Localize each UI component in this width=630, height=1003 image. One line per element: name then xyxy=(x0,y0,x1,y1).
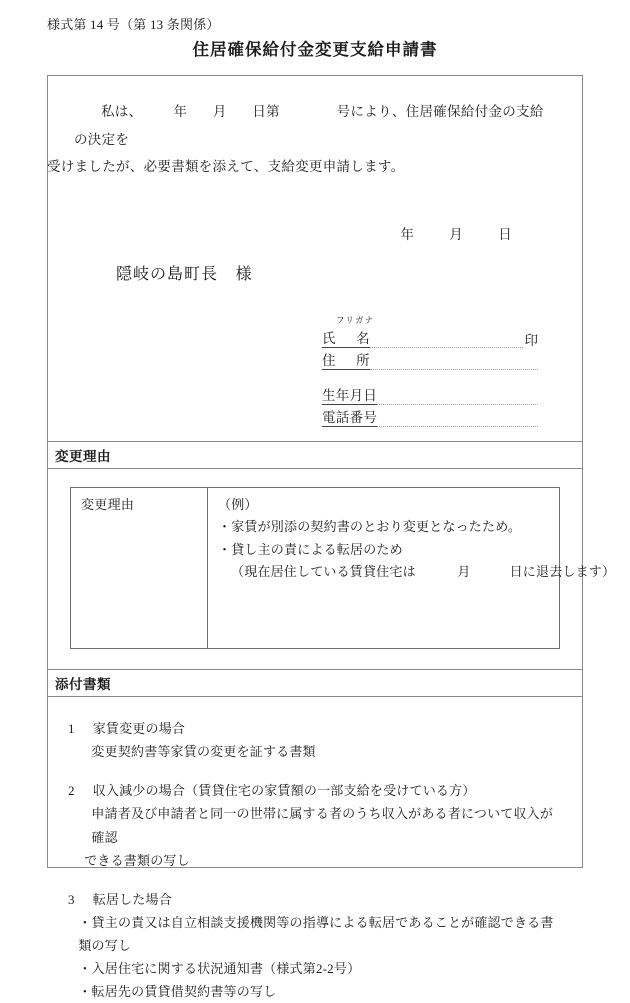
name-label: 氏 名 xyxy=(322,327,370,348)
attachments-section-header: 添付書類 xyxy=(48,669,582,697)
birthdate-field-row xyxy=(322,384,538,405)
list-item xyxy=(66,717,564,763)
form-frame xyxy=(47,75,616,1000)
declaration-block xyxy=(48,76,582,427)
declaration-paragraph xyxy=(47,98,556,181)
name-field-row xyxy=(322,327,538,348)
decision-month-label: 月 xyxy=(212,104,227,119)
reason-example-header: （例） xyxy=(218,497,258,513)
reason-section-header: 変更理由 xyxy=(48,441,582,469)
reason-example-3: （現在居住している賃貸住宅は 月 日に退去します） xyxy=(231,564,616,580)
attachment-heading: 3 転居した場合 xyxy=(68,891,172,907)
phone-input-line[interactable] xyxy=(377,411,538,427)
addressee-name: 隠岐の島町長 xyxy=(116,266,219,284)
birthdate-label: 生年月日 xyxy=(322,384,377,405)
attachment-bullet: ・入居住宅に関する状況通知書（様式第2-2号） xyxy=(78,961,361,977)
field-spacer xyxy=(322,371,538,384)
date-year-label: 年 xyxy=(400,227,415,243)
page-title: 住居確保給付金変更支給申請書 xyxy=(192,40,438,59)
table-row xyxy=(71,488,560,649)
reason-example-1: ・家賃が別添の契約書のとおり変更となったため。 xyxy=(218,519,522,535)
form-number: 様式第 14 号（第 13 条関係） xyxy=(47,17,220,32)
attachments-list xyxy=(48,697,582,1003)
application-date-line xyxy=(74,223,556,243)
furigana-label: フリガナ xyxy=(336,315,375,326)
reason-row-label: 変更理由 xyxy=(71,488,208,649)
attachment-heading: 1 家賃変更の場合 xyxy=(68,721,186,737)
reason-input-cell[interactable] xyxy=(208,488,616,649)
reason-example-2: ・貸し主の責による転居のため xyxy=(218,541,403,557)
applicant-fields xyxy=(74,314,556,427)
address-field-row xyxy=(322,349,538,370)
addressee-honorific: 様 xyxy=(235,266,253,284)
attachment-heading: 2 収入減少の場合（賃貸住宅の家賃額の一部支給を受けている方） xyxy=(68,783,476,799)
reason-table-wrap xyxy=(48,469,616,669)
declaration-line-2: 受けましたが、必要書類を添えて、支給変更申請します。 xyxy=(47,159,405,175)
address-label: 住 所 xyxy=(322,349,370,370)
reason-table xyxy=(70,487,616,649)
attachment-detail: 申請者及び申請者と同一の世帯に属する者のうち収入がある者について収入が確認 xyxy=(91,806,554,845)
date-month-label: 月 xyxy=(449,227,464,243)
seal-mark: 印 xyxy=(524,332,538,348)
phone-label: 電話番号 xyxy=(322,406,377,427)
list-item xyxy=(66,888,564,1003)
addressee-line xyxy=(74,261,556,284)
declaration-text-start: 私は、 xyxy=(101,104,143,119)
list-item xyxy=(66,779,564,872)
decision-day-number-label: 日第 xyxy=(252,104,280,119)
attachment-detail: 変更契約書等家賃の変更を証する書類 xyxy=(91,744,316,760)
attachment-bullet: ・貸主の責又は自立相談支援機関等の指導による転居であることが確認できる書類の写し xyxy=(78,914,554,954)
declaration-text-end: 号により、住居確保給付金の支給の決定を xyxy=(74,104,544,147)
address-input-line[interactable] xyxy=(370,354,538,370)
phone-field-row xyxy=(322,406,538,427)
decision-year-label: 年 xyxy=(173,104,188,119)
attachment-bullet: ・転居先の賃貸借契約書等の写し xyxy=(78,984,277,1000)
attachment-detail: できる書類の写し xyxy=(84,852,190,868)
birthdate-input-line[interactable] xyxy=(377,389,538,405)
name-input-line[interactable] xyxy=(370,332,523,348)
date-day-label: 日 xyxy=(498,227,512,243)
